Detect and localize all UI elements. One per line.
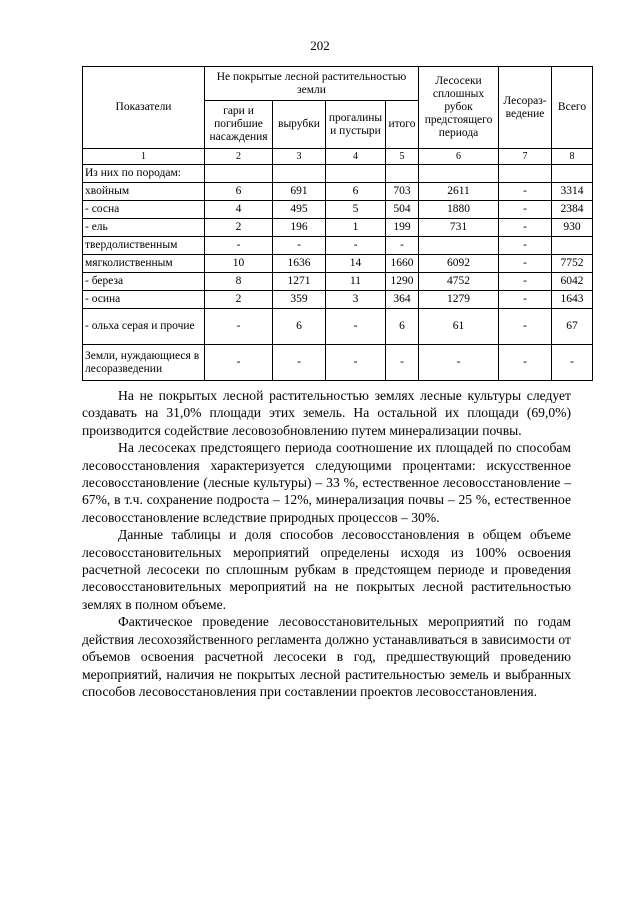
- column-number: 8: [552, 149, 593, 165]
- table-row: [83, 255, 593, 273]
- column-number: 5: [386, 149, 419, 165]
- table-row: [83, 291, 593, 309]
- table-cell: 14: [326, 255, 386, 273]
- paragraph: На лесосеках предстоящего периода соотношение их площадей по способам лесовосстановления характеризуется следующими процентами: искусственное лесовосстановление (лесные культуры) – 33 %, естественное лесовосстановление – 67%, в т.ч. сохранение подроста – 12%, минерализация почвы – 25 %, естественное лесовосстановление вследствие природных процессов – 30%.: [82, 440, 571, 525]
- header-unforested-group: Не покрытые лесной растительностью земли: [205, 67, 419, 101]
- table-cell: 1271: [273, 273, 326, 291]
- table-cell: 6: [273, 309, 326, 345]
- table-cell: [552, 237, 593, 255]
- header-cutting-areas: Лесосеки сплошных рубок предстоящего периода: [419, 67, 499, 149]
- table-row: [83, 201, 593, 219]
- table-cell: -: [273, 345, 326, 381]
- table-cell: -: [205, 237, 273, 255]
- table-cell: 199: [386, 219, 419, 237]
- table-cell: -: [326, 237, 386, 255]
- column-number: 6: [419, 149, 499, 165]
- column-number: 4: [326, 149, 386, 165]
- table-cell: -: [205, 345, 273, 381]
- row-label: Земли, нуждающиеся в лесоразведении: [83, 345, 205, 381]
- column-number: 3: [273, 149, 326, 165]
- table-cell: 1279: [419, 291, 499, 309]
- header-total: Всего: [552, 67, 593, 149]
- table-cell: 67: [552, 309, 593, 345]
- body-text: [82, 387, 571, 700]
- table-cell: 6092: [419, 255, 499, 273]
- header-reforestation: Лесораз-ведение: [499, 67, 552, 149]
- row-label: твердолиственным: [83, 237, 205, 255]
- table-cell: -: [499, 255, 552, 273]
- table-cell: [419, 237, 499, 255]
- table-cell: 6: [326, 183, 386, 201]
- row-label: - осина: [83, 291, 205, 309]
- table-cell: 6042: [552, 273, 593, 291]
- reforestation-table: [82, 66, 593, 381]
- table-cell: 5: [326, 201, 386, 219]
- table-row: [83, 183, 593, 201]
- table-cell: [326, 165, 386, 183]
- table-cell: 1643: [552, 291, 593, 309]
- table-cell: -: [499, 345, 552, 381]
- table-row: [83, 309, 593, 345]
- row-label: - ель: [83, 219, 205, 237]
- table-cell: 1636: [273, 255, 326, 273]
- table-cell: 2: [205, 219, 273, 237]
- table-cell: 1880: [419, 201, 499, 219]
- column-number: 1: [83, 149, 205, 165]
- table-cell: [273, 165, 326, 183]
- table-cell: 8: [205, 273, 273, 291]
- table-cell: 3: [326, 291, 386, 309]
- table-cell: -: [419, 345, 499, 381]
- table-cell: 2611: [419, 183, 499, 201]
- table-cell: 11: [326, 273, 386, 291]
- table-cell: [419, 165, 499, 183]
- table-cell: 504: [386, 201, 419, 219]
- row-label: хвойным: [83, 183, 205, 201]
- table-cell: [499, 165, 552, 183]
- table-cell: 10: [205, 255, 273, 273]
- table-cell: 691: [273, 183, 326, 201]
- paragraph: Фактическое проведение лесовосстановительных мероприятий по годам действия лесохозяйственного регламента должно устанавливаться в зависимости от объемов освоения расчетной лесосеки в год, предшествующий проведению мероприятий, наличия не покрытых лесной растительностью земель и выбранных способов лесовосстановления при составлении проектов лесовосстановления.: [82, 614, 571, 699]
- table-cell: -: [499, 201, 552, 219]
- table-cell: 3314: [552, 183, 593, 201]
- header-subtotal: итого: [386, 101, 419, 149]
- row-label: - ольха серая и прочие: [83, 309, 205, 345]
- table-cell: 6: [205, 183, 273, 201]
- table-cell: 1660: [386, 255, 419, 273]
- header-indicator: Показатели: [83, 67, 205, 149]
- table-row: [83, 237, 593, 255]
- header-burned: гари и погибшие насаждения: [205, 101, 273, 149]
- row-label: мягколиственным: [83, 255, 205, 273]
- table-cell: 930: [552, 219, 593, 237]
- paragraph: На не покрытых лесной растительностью землях лесные культуры следует создавать на 31,0% площади этих земель. На остальной их площади (69,0%) производится содействие лесовозобновлению путем минерализации почвы.: [82, 388, 571, 438]
- table-cell: -: [499, 219, 552, 237]
- column-number: 7: [499, 149, 552, 165]
- table-cell: [386, 165, 419, 183]
- table-cell: 1290: [386, 273, 419, 291]
- table-cell: 6: [386, 309, 419, 345]
- table-cell: 1: [326, 219, 386, 237]
- table-cell: [552, 165, 593, 183]
- table-cell: 364: [386, 291, 419, 309]
- table-cell: 196: [273, 219, 326, 237]
- table-cell: -: [499, 273, 552, 291]
- table-cell: 61: [419, 309, 499, 345]
- table-cell: -: [326, 309, 386, 345]
- header-glades: прогалины и пустыри: [326, 101, 386, 149]
- header-clearings: вырубки: [273, 101, 326, 149]
- table-cell: 2384: [552, 201, 593, 219]
- row-label: Из них по породам:: [83, 165, 205, 183]
- table-cell: -: [499, 309, 552, 345]
- table-row: [83, 219, 593, 237]
- table-cell: -: [326, 345, 386, 381]
- table-cell: 731: [419, 219, 499, 237]
- table-cell: 703: [386, 183, 419, 201]
- table-cell: 2: [205, 291, 273, 309]
- table-cell: -: [386, 237, 419, 255]
- page-number: 202: [310, 38, 330, 53]
- table-cell: [205, 165, 273, 183]
- table-cell: 4: [205, 201, 273, 219]
- row-label: - сосна: [83, 201, 205, 219]
- table-cell: -: [499, 237, 552, 255]
- table-row: [83, 273, 593, 291]
- column-number: 2: [205, 149, 273, 165]
- table-row: [83, 165, 593, 183]
- table-cell: -: [386, 345, 419, 381]
- paragraph: Данные таблицы и доля способов лесовосстановления в общем объеме лесовосстановительных мероприятий определены исходя из 100% освоения расчетной лесосеки по сплошным рубкам в предстоящем периоде и проведения лесовосстановительных мероприятий на не покрытых лесной растительностью землях в полном объеме.: [82, 527, 571, 612]
- column-number-row: [83, 149, 593, 165]
- table-cell: 359: [273, 291, 326, 309]
- table-cell: -: [499, 183, 552, 201]
- table-cell: -: [499, 291, 552, 309]
- table-cell: 7752: [552, 255, 593, 273]
- table-cell: 495: [273, 201, 326, 219]
- table-row: [83, 345, 593, 381]
- table-cell: 4752: [419, 273, 499, 291]
- table-cell: -: [552, 345, 593, 381]
- row-label: - береза: [83, 273, 205, 291]
- table-cell: -: [273, 237, 326, 255]
- table-cell: -: [205, 309, 273, 345]
